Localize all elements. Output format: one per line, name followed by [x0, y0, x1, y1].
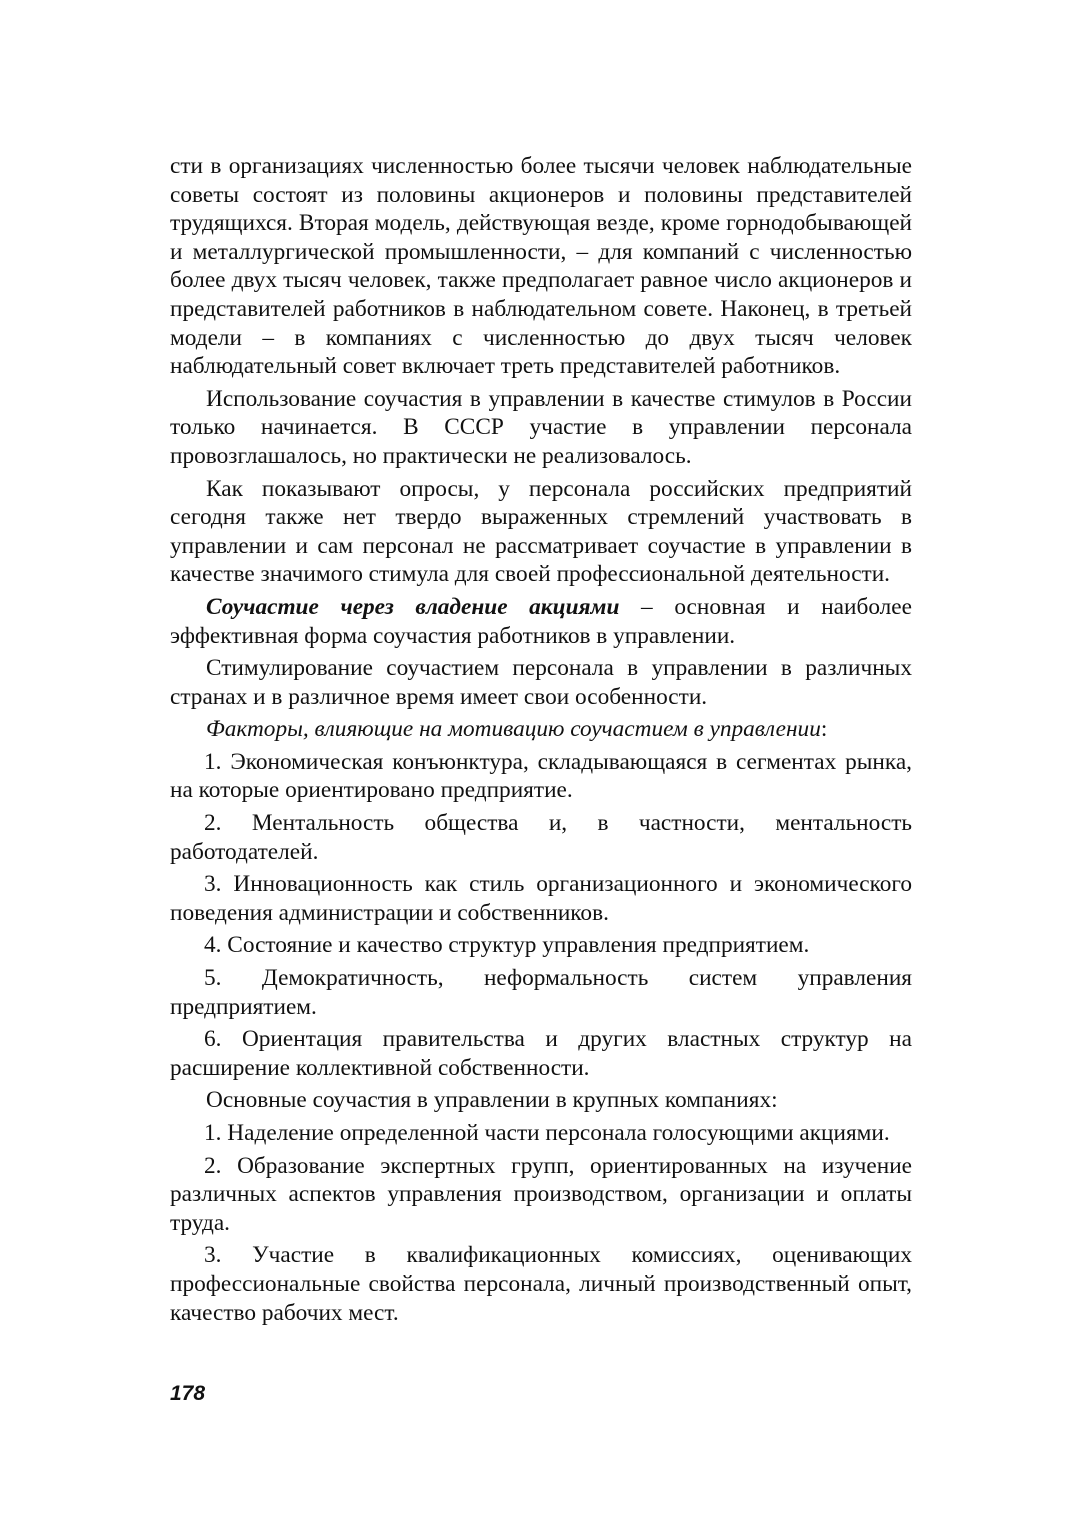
- page-number: 178: [170, 1382, 206, 1405]
- form-item: 1. Наделение определенной части персонала голосующими акциями.: [204, 1120, 890, 1146]
- form-item: 2. Образование экспертных групп, ориентированных на изучение различных аспектов управления производством, организации и оплаты труда.: [170, 1152, 912, 1236]
- paragraph-russia: Использование соучастия в управлении в качестве стимулов в России только начинается. В СССР участие в управлении персонала провозглашалось, но практически не реализовалось.: [170, 385, 912, 469]
- factor-item: 2. Ментальность общества и, в частности, ментальность работодателей.: [170, 810, 912, 865]
- factor-item: 3. Инновационность как стиль организационного и экономического поведения администрации и собственников.: [170, 871, 912, 926]
- factors-heading: [170, 715, 912, 744]
- factors-heading-text: Факторы, влияющие на мотивацию соучастием в управлении: [206, 716, 821, 743]
- factor-item: 4. Состояние и качество структур управления предприятием.: [204, 932, 810, 959]
- factor-item: 6. Ориентация правительства и других властных структур на расширение коллективной собственности.: [170, 1026, 912, 1081]
- paragraph-surveys: Как показывают опросы, у персонала российских предприятий сегодня также нет твердо выраженных стремлений участвовать в управлении и сам персонал не рассматривает соучастие в управлении в качестве значимого стимула для своей профессиональной деятельности.: [170, 475, 912, 588]
- term-shares-definition: – основная и наиболее эффективная форма соучастия работников в управлении.: [170, 593, 912, 649]
- form-item: 3. Участие в квалификационных комиссиях, оценивающих профессиональные свойства персонала, личный производственный опыт, качество рабочих мест.: [170, 1242, 912, 1326]
- factor-item: 1. Экономическая конъюнктура, складывающаяся в сегментах рынка, на которые ориентировано предприятие.: [170, 748, 912, 804]
- paragraph-continuation: сти в организациях численностью более тысячи человек наблюдательные советы состоят из половины акционеров и половины представителей трудящихся. Вторая модель, действующая везде, кроме горнодобывающей и металлургической промышленности, – для компаний с численностью более двух тысяч человек, также предполагает равное число акционеров и представителей работников в наблюдательном совете. Наконец, в третьей модели – в компаниях с численностью до двух тысяч человек наблюдательный совет включает треть представителей работников.: [170, 153, 912, 380]
- term-shares: Соучастие через владение акциями: [206, 593, 620, 620]
- factor-item: 5. Демократичность, неформальность систем управления предприятием.: [170, 965, 912, 1020]
- forms-intro: Основные соучастия в управлении в крупных компаниях:: [206, 1087, 778, 1114]
- paragraph-shares: [170, 593, 912, 650]
- factors-heading-colon: :: [820, 716, 828, 743]
- paragraph-features: Стимулирование соучастием персонала в управлении в различных странах и в различное время имеет свои особенности.: [170, 655, 912, 710]
- body-text: [170, 152, 912, 1331]
